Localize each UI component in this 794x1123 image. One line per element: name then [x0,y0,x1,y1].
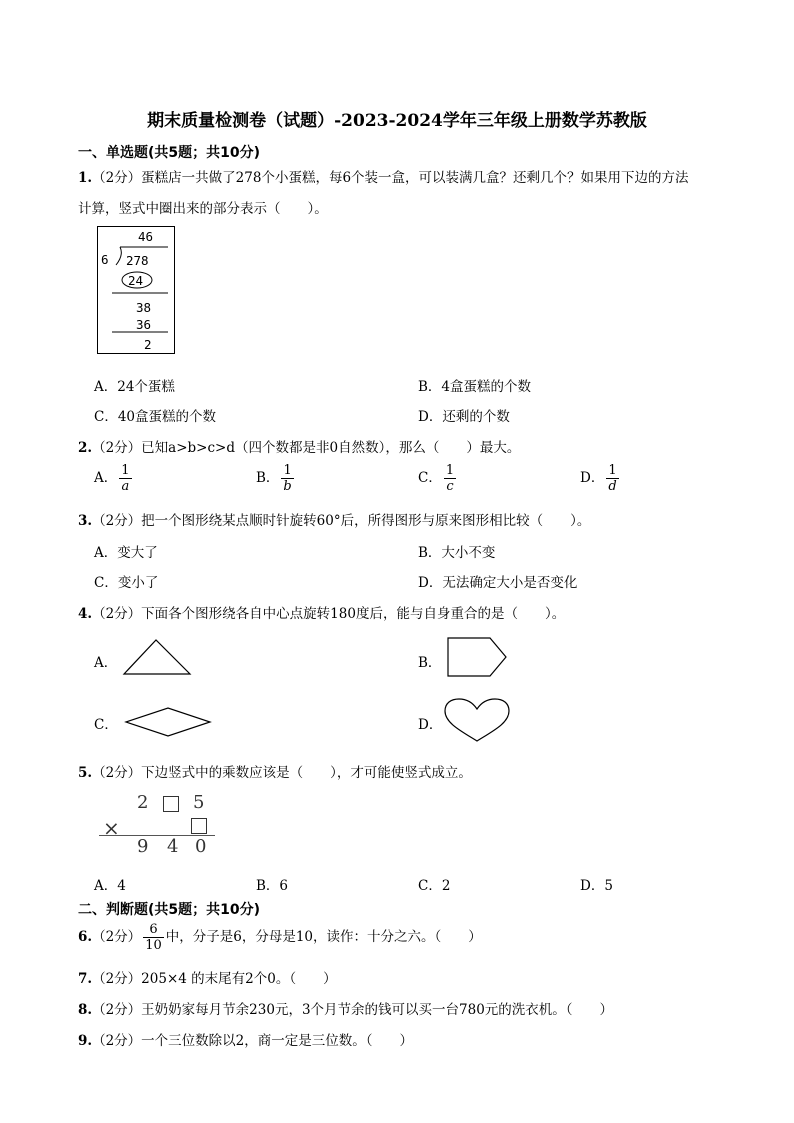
product-digit: 0 [195,836,207,857]
option-d[interactable]: D．还剩的个数 [418,409,510,425]
question-number: 1. [78,170,93,186]
option-c[interactable]: C．变小了 [94,575,159,591]
option-a[interactable]: A． [94,655,118,671]
option-b[interactable]: B．6 [256,878,289,894]
heart-shape [443,697,511,743]
option-b[interactable]: B．大小不变 [418,545,496,561]
option-label: B． [256,470,280,486]
section-heading-true-false: 二、判断题(共5题；共10分) [78,902,261,918]
question-text: （2分）把一个图形绕某点顺时针旋转60°后，所得图形与原来图形相比较（ ）。 [92,513,591,529]
fraction [606,463,618,494]
blank-box [163,796,179,812]
division-remainder: 2 [144,337,152,352]
question-5 [78,761,472,781]
fraction-denominator: d [608,479,617,494]
division-divisor: 6 [101,252,109,267]
fraction-numerator: 1 [281,463,293,479]
option-d[interactable]: D． [418,717,443,733]
question-number: 5. [78,765,93,781]
question-number: 8. [78,1002,93,1018]
fraction-numerator: 1 [121,463,130,478]
product-digit: 9 [137,836,149,857]
fraction-numerator: 6 [143,922,164,938]
question-text: （2分）蛋糕店一共做了278个小蛋糕，每6个装一盒，可以装满几盒？还剩几个？如果用下边的方法 [92,170,689,186]
option-b[interactable]: B． [418,655,442,671]
multiplicand-digit: 2 [137,792,149,813]
fraction-denominator: b [283,479,292,494]
question-text: （2分）王奶奶家每月节余230元，3个月节余的钱可以买一台780元的洗衣机。（ ） [92,1002,614,1018]
question-7 [78,967,337,987]
fraction-denominator: 10 [145,938,162,953]
question-text: 中，分子是6，分母是10，读作：十分之六。（ ） [165,929,482,945]
product-digit: 4 [167,836,179,857]
fraction-denominator: c [446,479,454,494]
question-text: （2分）一个三位数除以2，商一定是三位数。（ ） [92,1033,414,1049]
page-title: 期末质量检测卷（试题）-2023-2024学年三年级上册数学苏教版 [147,111,647,131]
question-number: 4. [78,606,93,622]
option-c[interactable] [418,463,458,494]
option-a[interactable]: A．4 [94,878,126,894]
division-step: 36 [136,317,152,332]
option-label: D． [580,470,605,486]
option-d[interactable] [580,463,621,494]
question-1-line-2: 计算，竖式中圈出来的部分表示（ ）。 [78,201,328,217]
division-dividend: 278 [126,253,149,268]
question-text: （2分） [92,929,142,945]
option-c[interactable]: C．2 [418,878,451,894]
question-number: 9. [78,1033,93,1049]
fraction [444,463,456,494]
question-text: （2分）下面各个图形绕各自中心点旋转180度后，能与自身重合的是（ ）。 [92,606,566,622]
blank-box [191,818,207,834]
option-label: C． [418,470,442,486]
question-number: 6. [78,929,93,945]
question-number: 7. [78,971,93,987]
triangle-shape [122,638,192,676]
division-step: 38 [136,300,152,315]
option-b[interactable] [256,463,296,494]
question-3 [78,509,590,529]
fraction [281,463,293,494]
option-c[interactable]: C．40盒蛋糕的个数 [94,409,217,425]
question-text: （2分）下边竖式中的乘数应该是（ ），才可能使竖式成立。 [92,765,472,781]
option-d[interactable]: D．无法确定大小是否变化 [418,575,578,591]
fraction [119,463,131,494]
fraction-numerator: 1 [445,463,455,478]
multiplicand-digit: 5 [193,792,205,813]
option-label: A． [94,470,118,486]
question-1-line-1 [78,166,689,186]
fraction-numerator: 1 [606,463,618,479]
division-step-circled: 24 [128,273,144,288]
question-6 [78,922,482,953]
option-a[interactable]: A．变大了 [94,545,158,561]
option-c[interactable]: C． [94,717,118,733]
times-sign: × [103,816,120,840]
rhombus-shape [124,706,212,738]
option-d[interactable]: D．5 [580,878,613,894]
question-8 [78,998,613,1018]
section-heading-single-choice: 一、单选题(共5题；共10分) [78,145,261,161]
question-number: 2. [78,440,93,456]
option-a[interactable]: A．24个蛋糕 [94,379,175,395]
question-number: 3. [78,513,93,529]
division-quotient: 46 [138,229,154,244]
question-text: （2分）205×4 的末尾有2个0。（ ） [92,971,337,987]
pentagon-shape [446,636,508,678]
question-text: （2分）已知a>b>c>d（四个数都是非0自然数），那么（ ）最大。 [92,440,521,456]
fraction-denominator: a [121,479,130,494]
fraction [143,922,164,953]
division-bracket-lines [98,227,174,353]
long-division-figure [97,226,175,354]
option-a[interactable] [94,463,134,494]
multiplication-figure [97,790,217,856]
question-9 [78,1029,413,1049]
question-2 [78,436,520,456]
question-4 [78,602,565,622]
option-b[interactable]: B．4盒蛋糕的个数 [418,379,532,395]
